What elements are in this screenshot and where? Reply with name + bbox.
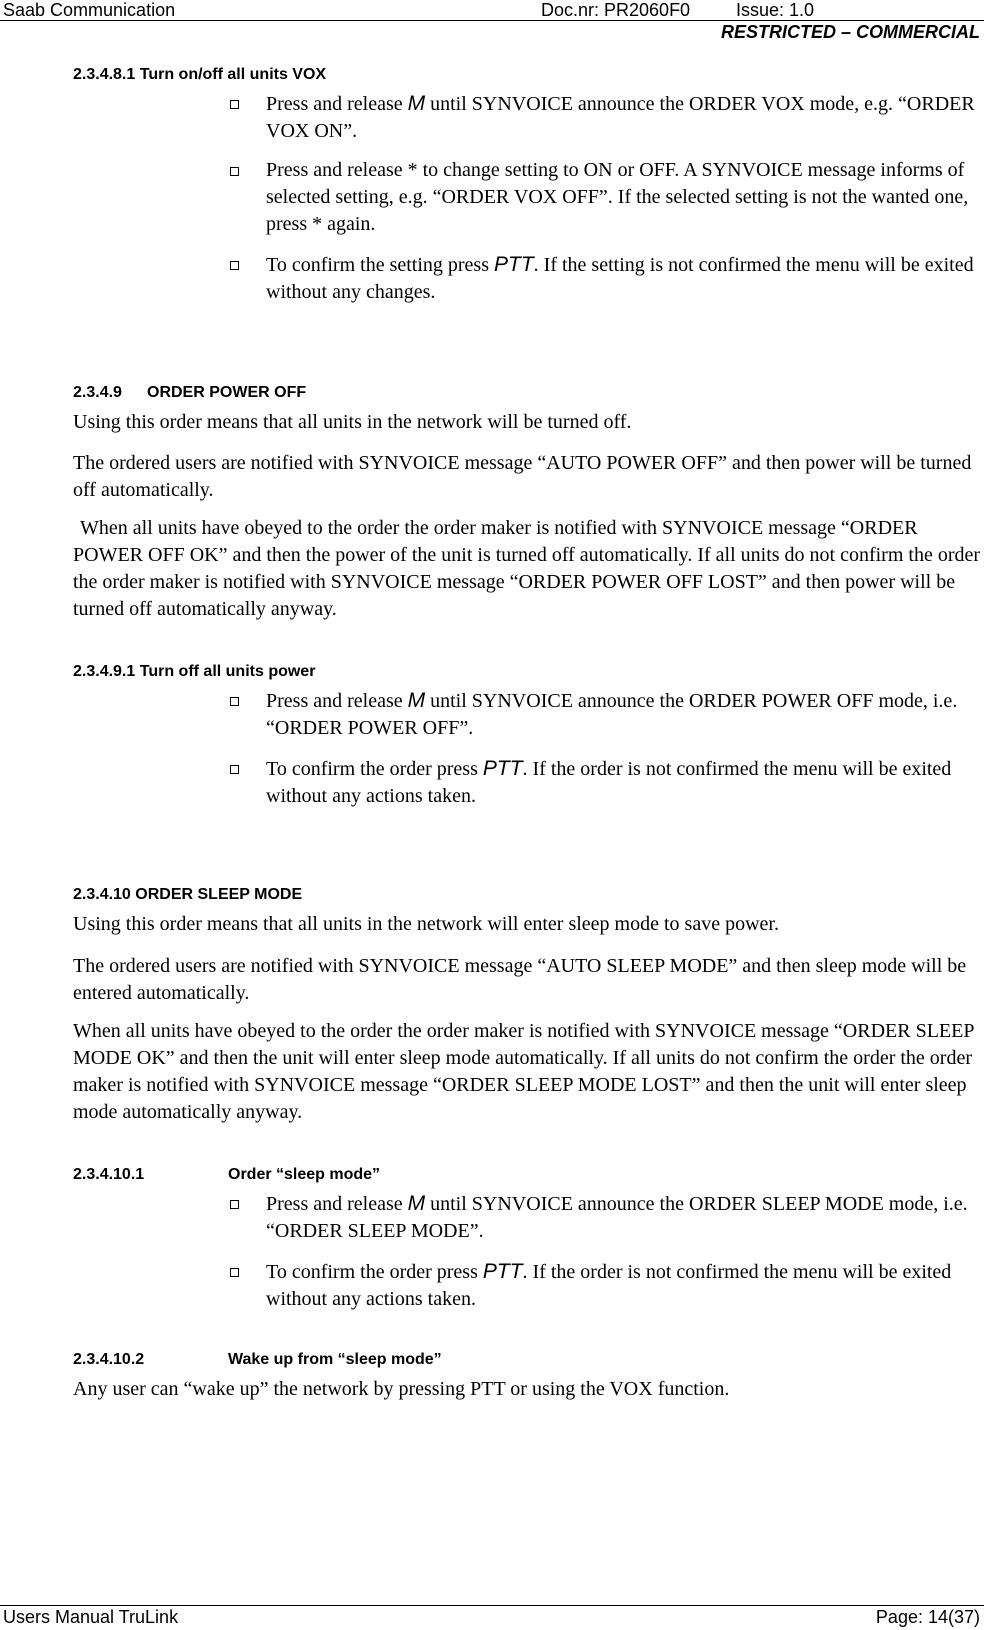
ptt-key: PTT [494, 253, 534, 276]
paragraph: When all units have obeyed to the order the order maker is notified with SYNVOICE message “ORDER POWER OFF OK” and then the power of the unit is turned off automatically. If all units do not confirm the order the order maker is notified with SYNVOICE message “ORDER POWER OFF LOST” and then power will be turned off automatically anyway. [73, 517, 981, 620]
section-title: ORDER SLEEP MODE [135, 886, 303, 903]
checkbox-bullet-icon [230, 1268, 239, 1277]
header-rule [0, 20, 984, 21]
section-heading-sleep-sub2 [73, 1350, 442, 1370]
checkbox-bullet-icon [230, 1200, 239, 1209]
section-heading-vox [73, 65, 326, 85]
section-heading-power-sub [73, 662, 315, 682]
header-issue: Issue: 1.0 [736, 0, 815, 20]
section-heading-power-off [73, 383, 306, 403]
section-title: Turn on/off all units VOX [139, 66, 327, 83]
m-key: M [407, 92, 426, 115]
footer-page-number: Page: 14(37) [875, 1607, 980, 1627]
section-number: 2.3.4.8.1 [73, 66, 136, 83]
paragraph: Using this order means that all units in the network will be turned off. [73, 411, 632, 433]
m-key: M [407, 1192, 426, 1215]
m-key: M [407, 689, 426, 712]
ptt-key: PTT [482, 1260, 523, 1283]
section-number: 2.3.4.10.1 [73, 1166, 145, 1183]
checkbox-bullet-icon [230, 167, 239, 176]
section-title: Order “sleep mode” [228, 1166, 381, 1183]
checkbox-bullet-icon [230, 100, 239, 109]
section-title: ORDER POWER OFF [147, 384, 307, 401]
section-heading-sleep-mode [73, 885, 302, 905]
header-doc-number: Doc.nr: PR2060F0 [541, 0, 691, 20]
section-number: 2.3.4.9 [73, 384, 122, 401]
section-title: Wake up from “sleep mode” [228, 1351, 442, 1368]
section-heading-sleep-sub1 [73, 1165, 380, 1185]
ptt-key: PTT [482, 757, 523, 780]
paragraph: Using this order means that all units in the network will enter sleep mode to save power. [73, 913, 779, 935]
header-company: Saab Communication [3, 0, 176, 20]
section-title: Turn off all units power [139, 663, 316, 680]
checkbox-bullet-icon [230, 261, 239, 270]
paragraph: Any user can “wake up” the network by pressing PTT or using the VOX function. [73, 1378, 730, 1400]
section-number: 2.3.4.9.1 [73, 663, 136, 680]
paragraph: The ordered users are notified with SYNVOICE message “AUTO POWER OFF” and then power will be turned off automatically. [73, 452, 972, 501]
header-classification: RESTRICTED – COMMERCIAL [720, 22, 980, 42]
checkbox-bullet-icon [230, 765, 239, 774]
footer-manual-title: Users Manual TruLink [3, 1607, 179, 1627]
section-number: 2.3.4.10 [73, 886, 131, 903]
checkbox-bullet-icon [230, 697, 239, 706]
paragraph: The ordered users are notified with SYNVOICE message “AUTO SLEEP MODE” and then sleep mode will be entered automatically. [73, 955, 967, 1004]
paragraph: When all units have obeyed to the order the order maker is notified with SYNVOICE message “ORDER SLEEP MODE OK” and then the unit will enter sleep mode automatically. If all units do not confirm the order the order maker is notified with SYNVOICE message “ORDER SLEEP MODE LOST” and then the unit will enter sleep mode automatically anyway. [73, 1020, 974, 1123]
footer-rule [0, 1605, 984, 1606]
section-number: 2.3.4.10.2 [73, 1351, 145, 1368]
